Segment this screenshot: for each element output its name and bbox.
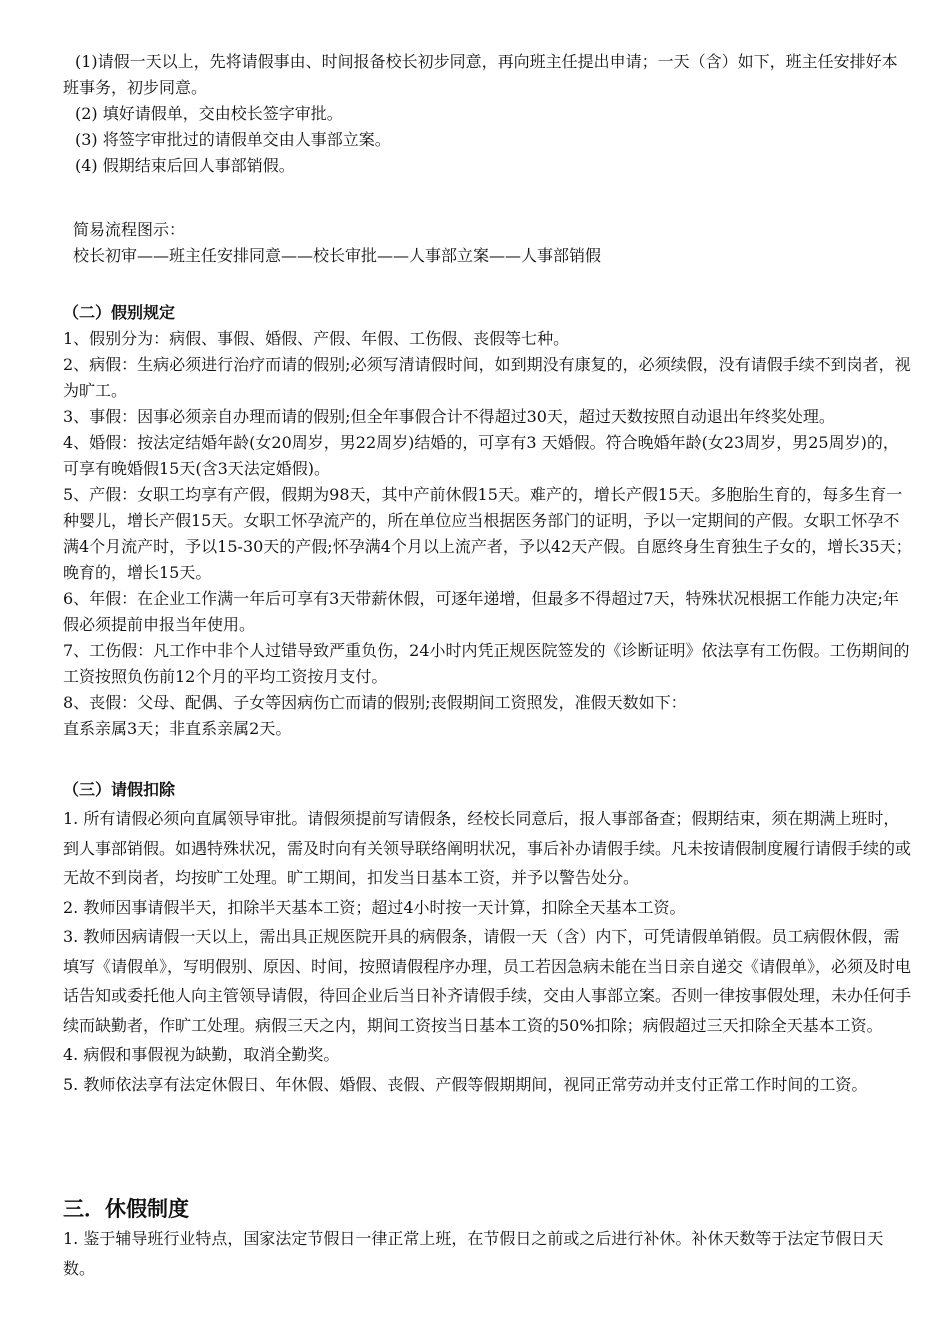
leave-type-item: 7、工伤假：凡工作中非个人过错导致严重负伤，24小时内凭正规医院签发的《诊断证明》依法享有工伤假。工伤期间的工资按照负伤前12个月的平均工资按月支付。 (63, 641, 910, 686)
procedure-item: (4) 假期结束后回人事部销假。 (75, 156, 295, 175)
leave-type-item: 6、年假：在企业工作满一年后可享有3天带薪休假，可逐年递增，但最多不得超过7天，特殊状况根据工作能力决定;年假必须提前申报当年使用。 (63, 589, 899, 634)
deduction-item: 5. 教师依法享有法定休假日、年休假、婚假、丧假、产假等假期期间，视同正常劳动并支付正常工作时间的工资。 (63, 1074, 868, 1094)
section-heading: （三）请假扣除 (63, 780, 176, 799)
deduction-item: 4. 病假和事假视为缺勤，取消全勤奖。 (63, 1045, 340, 1064)
deduction-item: 2. 教师因事请假半天，扣除半天基本工资；超过4小时按一天计算，扣除全天基本工资。 (63, 897, 686, 917)
procedure-item: (3) 将签字审批过的请假单交由人事部立案。 (75, 130, 391, 149)
leave-type-item: 直系亲属3天；非直系亲属2天。 (63, 719, 292, 738)
chapter-heading: 三．休假制度 (63, 1197, 189, 1221)
vacation-section (63, 1194, 913, 1283)
section-heading: （二）假别规定 (63, 303, 176, 322)
deduction-item: 1. 所有请假必须向直属领导审批。请假须提前写请假条，经校长同意后，报人事部备查；假期结束，须在期满上班时，到人事部销假。如遇特殊状况，需及时向有关领导联络阐明状况，事后补办请假手续。凡未按请假制度履行请假手续的或无故不到岗者，均按旷工处理。旷工期间，扣发当日基本工资，并予以警告处分。 (63, 809, 912, 887)
leave-type-item: 8、丧假：父母、配偶、子女等因病伤亡而请的假别;丧假期间工资照发，准假天数如下： (63, 693, 687, 712)
procedure-list (63, 49, 913, 179)
vacation-item: 1. 鉴于辅导班行业特点，国家法定节假日一律正常上班，在节假日之前或之后进行补休。补休天数等于法定节假日天数。 (63, 1229, 884, 1278)
procedure-item: (2) 填好请假单，交由校长签字审批。 (75, 104, 343, 123)
leave-type-item: 4、婚假：按法定结婚年龄(女20周岁，男22周岁)结婚的，可享有3 天婚假。符合晚婚年龄(女23周岁，男25周岁)的，可享有晚婚假15天(含3天法定婚假)。 (63, 433, 899, 478)
deductions-section (63, 776, 913, 1099)
deduction-item: 3. 教师因病请假一天以上，需出具正规医院开具的病假条，请假一天（含）内下，可凭请假单销假。员工病假休假，需填写《请假单》，写明假别、原因、时间，按照请假程序办理，员工若因急病未能在当日亲自递交《请假单》，必须及时电话告知或委托他人向主管领导请假，待回企业后当日补齐请假手续，交由人事部立案。否则一律按事假处理，未办任何手续而缺勤者，作旷工处理。病假三天之内，期间工资按当日基本工资的50%扣除；病假超过三天扣除全天基本工资。 (63, 927, 912, 1035)
leave-type-item: 2、病假：生病必须进行治疗而请的假别;必须写清请假时间，如到期没有康复的，必须续假，没有请假手续不到岗者，视为旷工。 (63, 355, 911, 400)
flow-section (63, 217, 913, 269)
flow-title: 简易流程图示： (73, 220, 186, 239)
procedure-item: (1)请假一天以上，先将请假事由、时间报备校长初步同意，再向班主任提出申请；一天（含）如下，班主任安排好本班事务，初步同意。 (63, 52, 898, 97)
leave-types-section (63, 300, 913, 742)
leave-type-item: 5、产假：女职工均享有产假，假期为98天，其中产前休假15天。难产的，增长产假15天。多胞胎生育的，每多生育一种婴儿，增长产假15天。女职工怀孕流产的，所在单位应当根据医务部门的证明，予以一定期间的产假。女职工怀孕不满4个月流产时，予以15-30天的产假;怀孕满4个月以上流产者，予以42天产假。自愿终身生育独生子女的，增长35天；晚育的，增长15天。 (63, 485, 912, 582)
leave-type-item: 3、事假：因事必须亲自办理而请的假别;但全年事假合计不得超过30天，超过天数按照自动退出年终奖处理。 (63, 407, 835, 426)
leave-type-item: 1、假别分为：病假、事假、婚假、产假、年假、工伤假、丧假等七种。 (63, 329, 570, 348)
flow-steps: 校长初审——班主任安排同意——校长审批——人事部立案——人事部销假 (73, 246, 602, 265)
